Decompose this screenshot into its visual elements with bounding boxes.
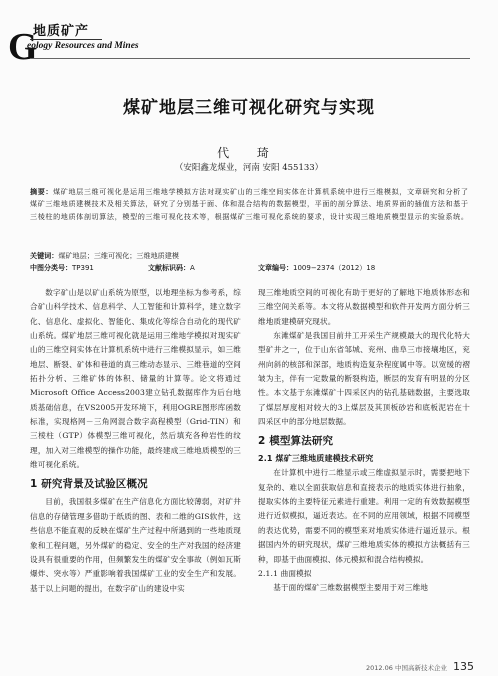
- keywords-text: 煤矿地层；三维可视化；三维地质建模: [58, 251, 179, 260]
- author-affiliation: （安阳鑫龙煤业，河南 安阳 455133）: [174, 163, 324, 173]
- abstract-label: 摘要：: [30, 187, 54, 196]
- section-heading-2: 2 模型算法研究: [258, 435, 334, 448]
- header-divider: [30, 39, 102, 40]
- keywords: [30, 250, 470, 262]
- journal-logo-letter: G: [8, 26, 38, 68]
- paper-title: 煤矿地层三维可视化研究与实现: [123, 98, 375, 118]
- subsection-heading-2-1: 2.1 煤矿三维地质建模技术研究: [258, 454, 374, 464]
- surface-model-paragraph: 基于面的煤矿三维数据模型主要用于对三维地: [273, 582, 429, 592]
- doc-code-label: 文献标识码：: [148, 264, 190, 272]
- doc-code-value: A: [190, 264, 195, 272]
- journal-source: 中国高新技术企业: [394, 664, 447, 672]
- article-no-value: 1009−2374（2012）18: [293, 264, 376, 272]
- abstract: [30, 186, 470, 223]
- continued-paragraph: 现三维地质空间的可视化有助于更好的了解地下地质体形态和三维空间关系等。本文将从数据模型和软件开发两方面分析三维地质建模研究现状。: [258, 288, 470, 326]
- intro-paragraph: 数字矿山是以矿山系统为原型，以地理坐标为参考系，综合矿山科学技术、信息科学、人工智能和计算科学，建立数字化、信息化、虚拟化、智能化、集成化等综合自动化的现代矿山系统。煤矿地层三维可视化就是运用三维地学模拟对现实矿山的三维空间实体在计算机系统中进行三维模拟显示，如三维地层、断裂、矿体和巷道的真三维动态显示、三维巷道的空间拓扑分析、三维矿体的体积、储量的计算等。论文将通过Microsoft Office Access2003建立钻孔数据库作为后台地质基础信息，在VS2005开发环境下，利用OGRE图形库函数标准，实现格网－三角网混合数字高程模型（Grid-TIN）和三棱柱（GTP）体模型三维可视化，然后填充各种岩性的纹理，加入对三维模型的操作功能，最终建成三维地质模型的三维可视化系统。: [30, 288, 241, 470]
- header-bottom-rule: [30, 58, 470, 59]
- modeling-paragraph: 在计算机中进行二维显示或三维虚拟显示时，需要把地下复杂的、难以全面获取信息和直接表示的地质实体进行抽象，提取实体的主要特征元素进行重建。利用一定的有效数据模型进行近似模拟，逼近表达。在不同的应用领域，根据不同模型的表达优势，需要不同的模型来对地质实体进行逼近显示。根据国内外的研究现状，煤矿三维地质实体的模拟方法概括有三种，即基于曲面模拟、体元模拟和混合结构模拟。: [258, 468, 470, 564]
- journal-section-name: 地质矿产: [33, 24, 90, 39]
- clc-value: TP391: [72, 264, 94, 272]
- page-footer: [366, 660, 474, 673]
- clc-number: [30, 263, 94, 273]
- right-column: [258, 286, 470, 595]
- left-column: [30, 286, 241, 596]
- article-no-label: 文章编号：: [258, 264, 293, 272]
- study-area-paragraph: 东滩煤矿是我国目前井工开采生产规模最大的现代化特大型矿井之一，位于山东省邹城、兖州、曲阜三市接壤地区，兖州向斜的核部和深部，地质构造复杂程度属中等。以宽缓的褶皱为主，伴有一定数量的断裂构造，断层的发育有明显的分区性。本文基于东滩煤矿十四采区内的钻孔基础数据，主要选取了煤层厚度相对较大的3上煤层及其顶板砂岩和底板泥岩在十四采区中的部分地层数据。: [258, 331, 470, 427]
- subsection-heading-2-1-1: 2.1.1 曲面模拟: [258, 568, 312, 578]
- clc-label: 中图分类号：: [30, 264, 72, 272]
- background-paragraph: 目前，我国很多煤矿在生产信息化方面比较薄弱，对矿井信息的存储管理多借助于纸质的图、表和二维的GIS软件，这些信息不能直观的反映在煤矿生产过程中所遇到的一些地质现象和工程问题，另外煤矿的稳定、安全的生产对我国的经济建设具有很重要的作用，但频繁发生的煤矿安全事故（例如瓦斯爆炸、突水等）严重影响着我国煤矿工业的安全生产和发展。基于以上问题的提出，在数字矿山的建设中实: [30, 497, 241, 593]
- abstract-text: 煤矿地层三维可视化是运用三维地学模拟方法对现实矿山的三维空间实体在计算机系统中进行三维模拟，文章研究和分析了煤矿三维地质建模技术及相关算法，研究了分别基于面、体和混合结构的数据模型，平面的剖分算法、地质界面的插值方法和基于三棱柱的地质体剖切算法，模型的三维可视化技术等，根据煤矿三维可视化系统的要求，设计实现三维地质模型显示的实验系统。: [30, 187, 469, 221]
- journal-section-name-en: eology Resources and Mines: [27, 41, 139, 51]
- article-number: [258, 263, 375, 273]
- section-heading-1: 1 研究背景及试验区概况: [30, 478, 148, 491]
- document-code: [148, 263, 195, 273]
- issue-date: 2012.06: [366, 664, 393, 672]
- paper-author: 代 琦: [217, 146, 281, 160]
- page-number: 135: [453, 660, 475, 673]
- keywords-label: 关键词：: [30, 251, 59, 260]
